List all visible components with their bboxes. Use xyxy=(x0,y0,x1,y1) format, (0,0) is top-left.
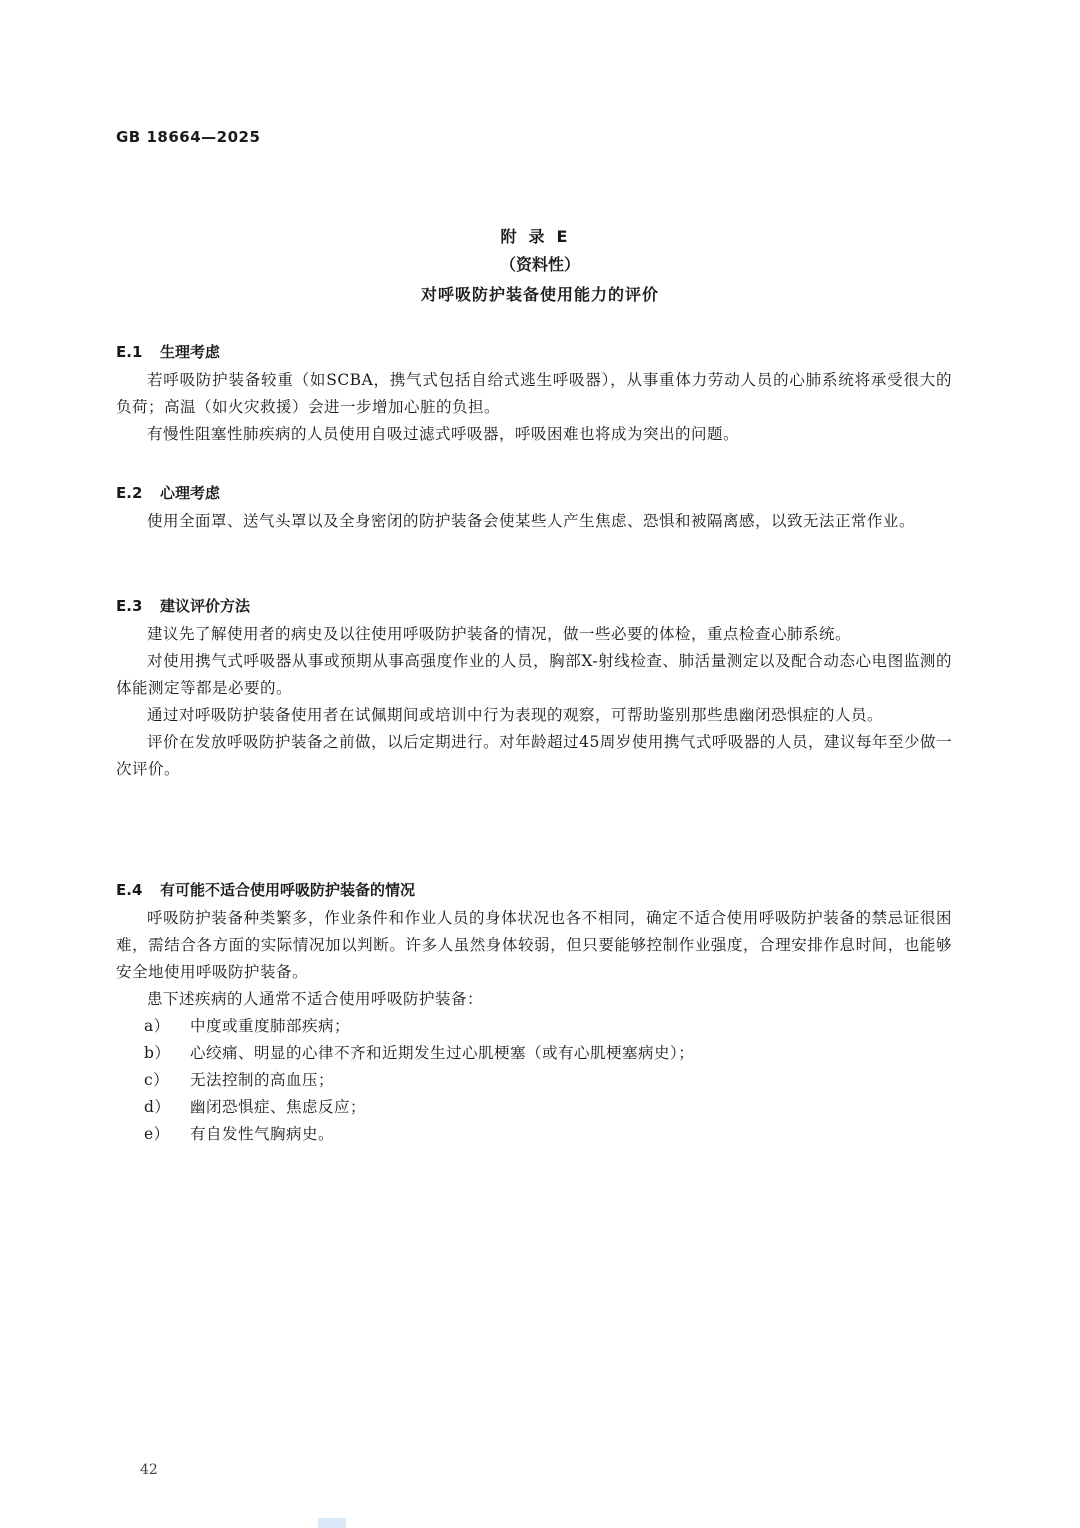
paragraph: 对使用携气式呼吸器从事或预期从事高强度作业的人员，胸部X-射线检查、肺活量测定以及配合动态心电图监测的体能测定等都是必要的。 xyxy=(116,652,952,697)
paragraph: 有慢性阻塞性肺疾病的人员使用自吸过滤式呼吸器，呼吸困难也将成为突出的问题。 xyxy=(147,425,740,443)
section-title: 心理考虑 xyxy=(160,484,221,502)
section-number: E.1 xyxy=(116,343,143,361)
list-item xyxy=(116,1040,952,1067)
list-marker: b） xyxy=(144,1044,171,1062)
paragraph: 使用全面罩、送气头罩以及全身密闭的防护装备会使某些人产生焦虑、恐惧和被隔离感，以致无法正常作业。 xyxy=(147,512,916,530)
footer-decoration xyxy=(318,1518,346,1528)
contraindication-list xyxy=(116,1013,952,1148)
paragraph: 通过对呼吸防护装备使用者在试佩期间或培训中行为表现的观察，可帮助鉴别那些患幽闭恐惧症的人员。 xyxy=(147,706,884,724)
section-heading xyxy=(116,591,952,621)
section-number: E.3 xyxy=(116,597,143,615)
appendix-title: 对呼吸防护装备使用能力的评价 xyxy=(420,285,659,304)
section-title: 有可能不适合使用呼吸防护装备的情况 xyxy=(160,881,416,899)
list-marker: c） xyxy=(144,1071,170,1089)
paragraph: 若呼吸防护装备较重（如SCBA，携气式包括自给式逃生呼吸器），从事重体力劳动人员的心肺系统将承受很大的负荷；高温（如火灾救援）会进一步增加心脏的负担。 xyxy=(116,371,952,416)
appendix-label: 附录E xyxy=(500,227,580,246)
list-marker: a） xyxy=(144,1017,170,1035)
paragraph: 建议先了解使用者的病史及以往使用呼吸防护装备的情况，做一些必要的体检，重点检查心肺系统。 xyxy=(147,625,852,643)
list-item xyxy=(116,1013,952,1040)
list-text: 心绞痛、明显的心律不齐和近期发生过心肌梗塞（或有心肌梗塞病史）； xyxy=(190,1044,695,1062)
section-e4 xyxy=(116,875,952,1148)
list-item xyxy=(116,1121,952,1148)
list-text: 幽闭恐惧症、焦虑反应； xyxy=(190,1098,367,1116)
list-item xyxy=(116,1067,952,1094)
standard-number: GB 18664—2025 xyxy=(116,128,261,146)
section-title: 建议评价方法 xyxy=(160,597,251,615)
appendix-nature: （资料性） xyxy=(499,255,580,274)
paragraph: 患下述疾病的人通常不适合使用呼吸防护装备： xyxy=(147,990,484,1008)
paragraph: 评价在发放呼吸防护装备之前做，以后定期进行。对年龄超过45周岁使用携气式呼吸器的人员，建议每年至少做一次评价。 xyxy=(116,733,952,778)
section-number: E.4 xyxy=(116,881,143,899)
list-text: 有自发性气胸病史。 xyxy=(190,1125,335,1143)
section-heading xyxy=(116,875,952,905)
list-text: 中度或重度肺部疾病； xyxy=(190,1017,351,1035)
section-e1 xyxy=(116,337,952,448)
section-number: E.2 xyxy=(116,484,143,502)
list-text: 无法控制的高血压； xyxy=(190,1071,335,1089)
section-heading xyxy=(116,478,952,508)
section-title: 生理考虑 xyxy=(160,343,221,361)
list-marker: d） xyxy=(144,1098,171,1116)
page-number: 42 xyxy=(140,1462,158,1478)
paragraph: 呼吸防护装备种类繁多，作业条件和作业人员的身体状况也各不相同，确定不适合使用呼吸防护装备的禁忌证很困难，需结合各方面的实际情况加以判断。许多人虽然身体较弱，但只要能够控制作业强度，合理安排作息时间，也能够安全地使用呼吸防护装备。 xyxy=(116,909,952,981)
section-e3 xyxy=(116,591,952,783)
list-item xyxy=(116,1094,952,1121)
section-heading xyxy=(116,337,952,367)
section-e2 xyxy=(116,478,952,535)
list-marker: e） xyxy=(144,1125,170,1143)
